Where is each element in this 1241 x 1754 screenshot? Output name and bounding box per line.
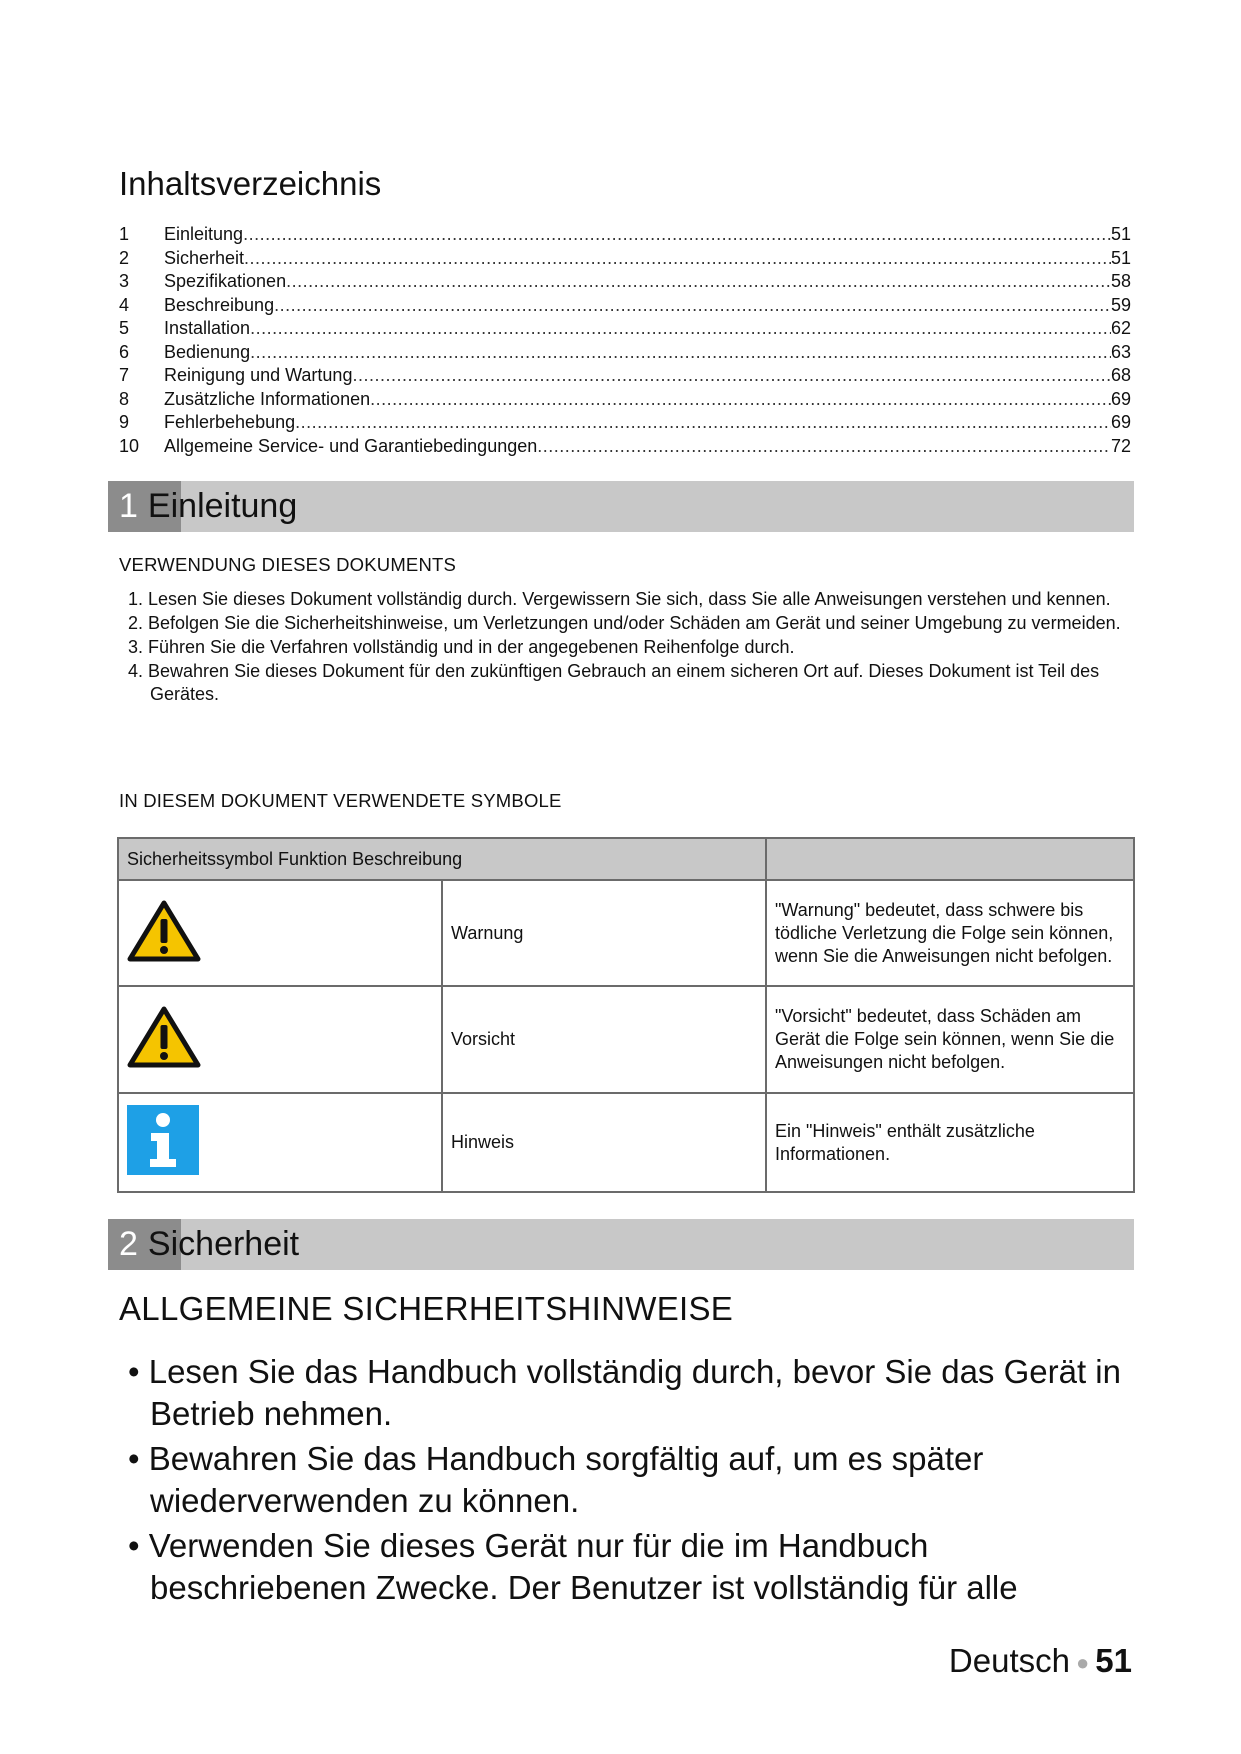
usage-steps [119, 588, 1129, 707]
symbol-description: "Warnung" bedeutet, dass schwere bis tödliche Verletzung die Folge sein können, wenn Sie die Anweisungen nicht befolgen. [766, 880, 1134, 986]
info-icon [127, 1105, 199, 1175]
symbols-heading: IN DIESEM DOKUMENT VERWENDETE SYMBOLE [119, 790, 562, 811]
symbol-function: Hinweis [442, 1093, 766, 1192]
section-1-header [108, 481, 1134, 532]
toc-entry[interactable]: 1 Einleitung ..... 51 [119, 223, 1131, 247]
symbols-table [117, 837, 1135, 1193]
toc-entry[interactable]: 10 Allgemeine Service- und Garantiebedingungen ..... 72 [119, 435, 1131, 459]
list-item: • Lesen Sie das Handbuch vollständig durch, bevor Sie das Gerät in Betrieb nehmen. [128, 1353, 1121, 1432]
section-number: 1 [119, 487, 138, 525]
symbol-function: Warnung [442, 880, 766, 986]
list-item: • Bewahren Sie das Handbuch sorgfältig auf, um es später wiederverwenden zu können. [128, 1440, 984, 1519]
symbol-description: Ein "Hinweis" enthält zusätzliche Informationen. [766, 1093, 1134, 1192]
toc-entry[interactable]: 4 Beschreibung ..... 59 [119, 294, 1131, 318]
symbol-description: "Vorsicht" bedeutet, dass Schäden am Gerät die Folge sein können, wenn Sie die Anweisungen nicht befolgen. [766, 986, 1134, 1093]
page-footer [949, 1642, 1132, 1680]
toc-entry[interactable]: 7 Reinigung und Wartung ..... 68 [119, 364, 1131, 388]
toc-entry[interactable]: 6 Bedienung ..... 63 [119, 341, 1131, 365]
list-item: 2. Befolgen Sie die Sicherheitshinweise, um Verletzungen und/oder Schäden am Gerät und seiner Umgebung zu vermeiden. [128, 613, 1121, 633]
toc-entry[interactable]: 3 Spezifikationen ..... 58 [119, 270, 1131, 294]
general-safety-heading: ALLGEMEINE SICHERHEITSHINWEISE [119, 1290, 734, 1327]
section-2-header [108, 1219, 1134, 1270]
section-number: 2 [119, 1225, 138, 1263]
toc-title: Inhaltsverzeichnis [119, 165, 382, 202]
page-number: 51 [1095, 1642, 1132, 1679]
toc-entry[interactable]: 5 Installation ..... 62 [119, 317, 1131, 341]
list-item: 1. Lesen Sie dieses Dokument vollständig durch. Vergewissern Sie sich, dass Sie alle Anweisungen verstehen und kennen. [128, 589, 1111, 609]
toc-entry[interactable]: 8 Zusätzliche Informationen ..... 69 [119, 388, 1131, 412]
footer-language: Deutsch [948, 1642, 1070, 1679]
warning-triangle-icon [127, 899, 201, 963]
caution-triangle-icon [127, 1005, 201, 1069]
list-item: 4. Bewahren Sie dieses Dokument für den zukünftigen Gebrauch an einem sicheren Ort auf. Dieses Dokument ist Teil des Gerätes. [128, 661, 1100, 704]
toc-entry[interactable]: 2 Sicherheit ..... 51 [119, 247, 1131, 271]
table-header-row [118, 838, 1134, 880]
separator-dot: ● [1075, 1650, 1090, 1676]
list-item: • Verwenden Sie dieses Gerät nur für die im Handbuch beschriebenen Zwecke. Der Benutzer ist vollständig für alle [128, 1527, 1018, 1606]
table-header: Sicherheitssymbol Funktion Beschreibung [118, 838, 766, 880]
section-title: Sicherheit [147, 1225, 300, 1263]
symbol-function: Vorsicht [442, 986, 766, 1093]
table-of-contents [119, 223, 1131, 458]
safety-bullets [119, 1351, 1149, 1612]
toc-entry[interactable]: 9 Fehlerbehebung ..... 69 [119, 411, 1131, 435]
table-row [118, 986, 1134, 1093]
usage-heading: VERWENDUNG DIESES DOKUMENTS [119, 554, 457, 575]
table-row [118, 1093, 1134, 1192]
section-title: Einleitung [147, 487, 298, 525]
table-row [118, 880, 1134, 986]
list-item: 3. Führen Sie die Verfahren vollständig und in der angegebenen Reihenfolge durch. [128, 637, 795, 657]
